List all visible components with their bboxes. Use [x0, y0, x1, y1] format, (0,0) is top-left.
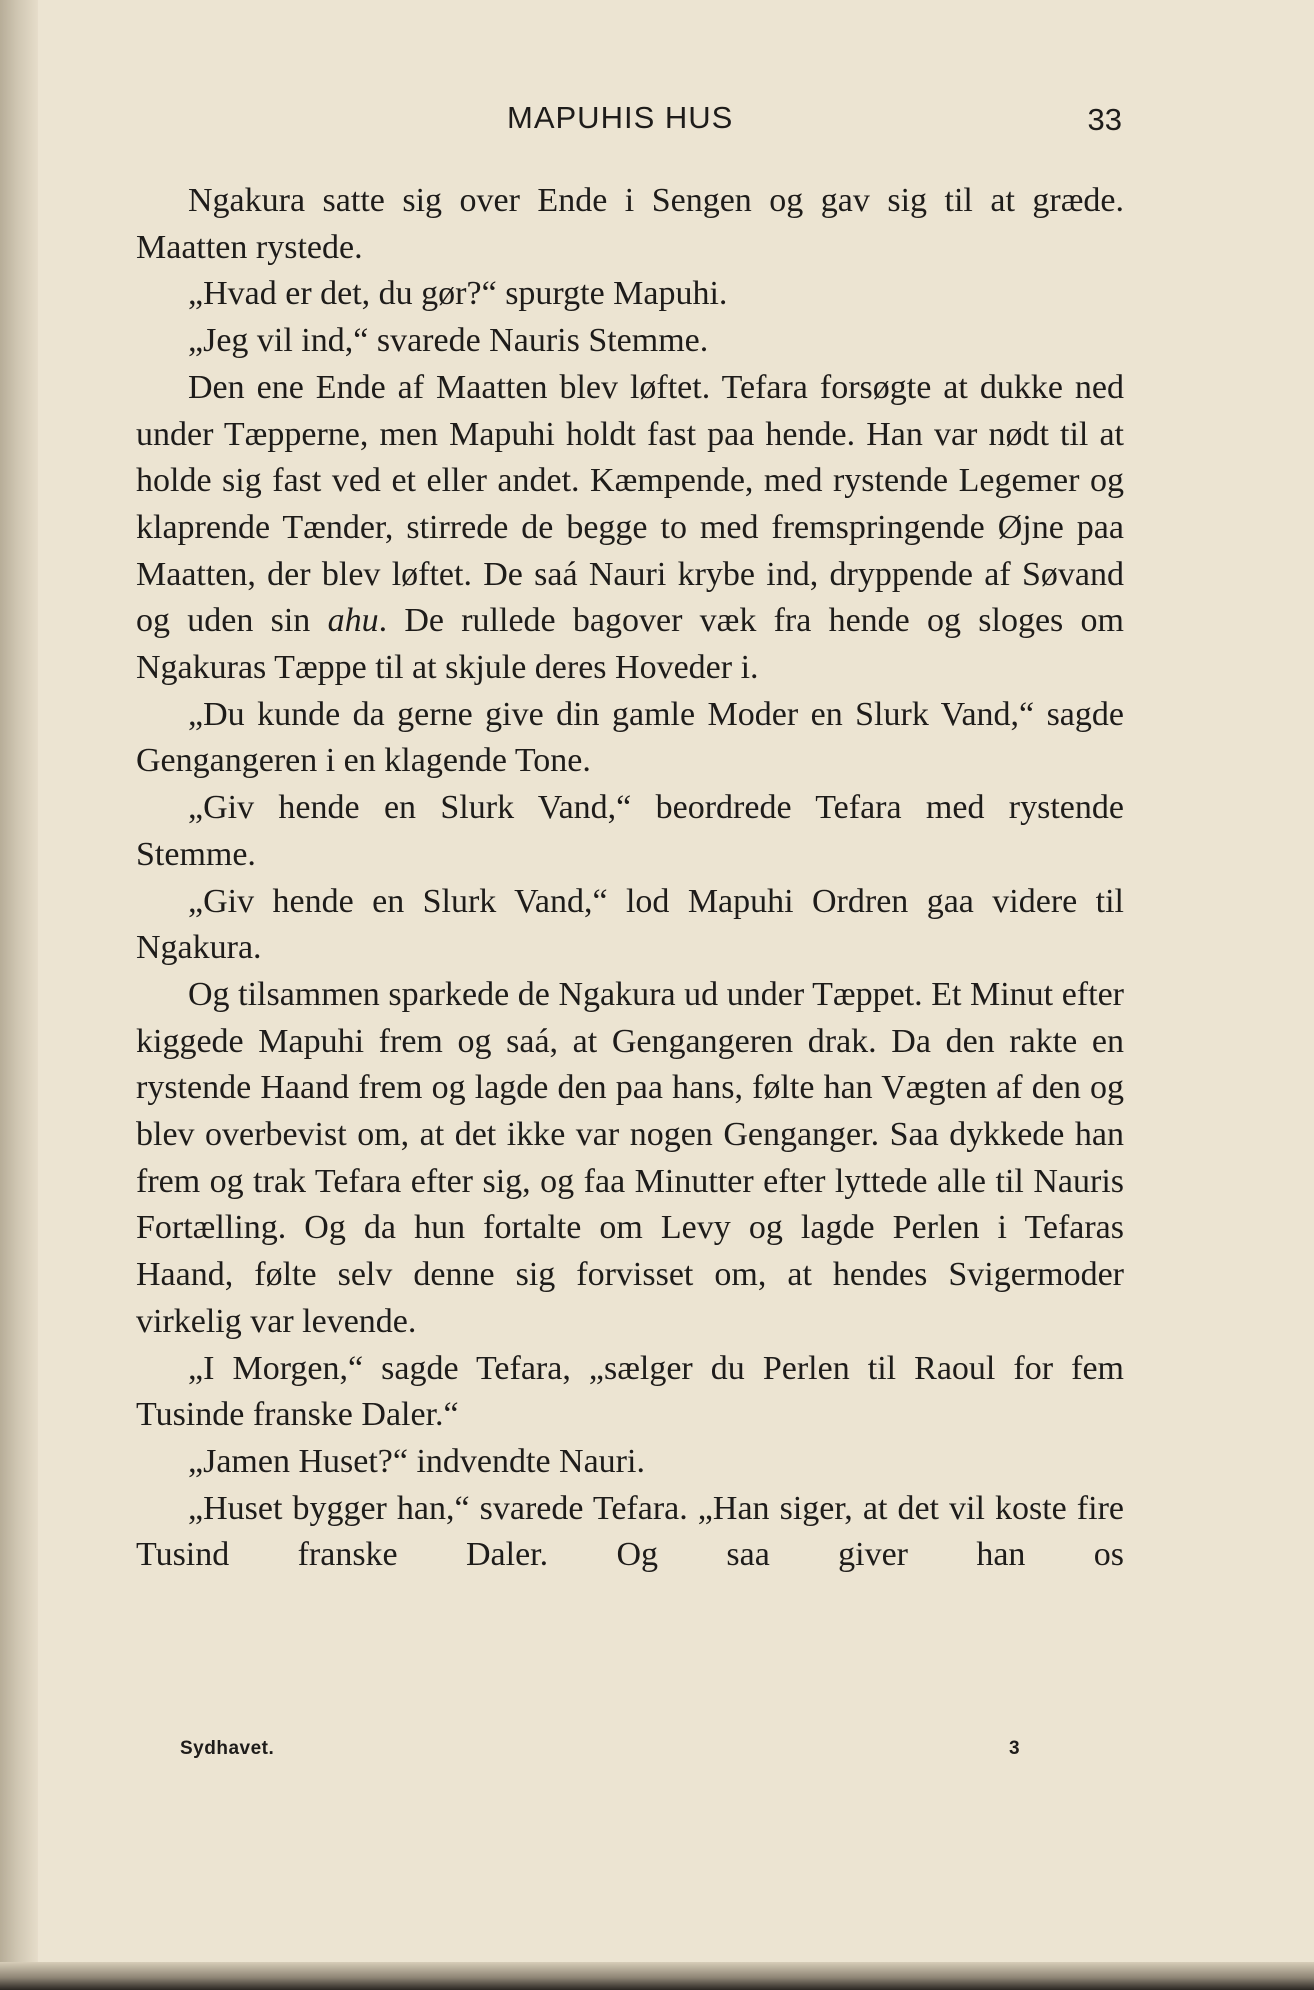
paragraph-text: „Giv hende en Slurk Vand,“ beordrede Tefara med rystende Stemme.: [136, 789, 1124, 873]
paragraph: [136, 1486, 1124, 1579]
paragraph-text-continued: . De rullede bagover væk fra hende og sloges om Ngakuras Tæppe til at skjule deres Hoveder i.: [136, 602, 1124, 687]
running-head: [0, 100, 1314, 140]
signature-number: 3: [1009, 1738, 1020, 1759]
paragraph-text: „Jeg vil ind,“ svarede Nauris Stemme.: [188, 322, 709, 360]
paragraph: [136, 1439, 1124, 1486]
paragraph: [136, 1346, 1124, 1439]
paragraph-text: „I Morgen,“ sagde Tefara, „sælger du Perlen til Raoul for fem Tusinde franske Daler.“: [136, 1349, 1124, 1434]
paragraph-text: „Du kunde da gerne give din gamle Moder en Slurk Vand,“ sagde Gengangeren i en klagende Tone.: [136, 695, 1124, 780]
paragraph-text: „Hvad er det, du gør?“ spurgte Mapuhi.: [188, 275, 728, 313]
paragraph: [136, 365, 1124, 692]
binding-gutter: [0, 0, 38, 1990]
italic-word: ahu: [327, 602, 379, 640]
paragraph: [136, 178, 1124, 271]
paragraph: [136, 879, 1124, 972]
signature-name: Sydhavet.: [180, 1738, 275, 1759]
body-text: [136, 178, 1124, 1579]
paragraph: [136, 972, 1124, 1346]
paragraph: [136, 692, 1124, 785]
paragraph-text: Den ene Ende af Maatten blev løftet. Tefara forsøgte at dukke ned under Tæpperne, men Mapuhi holdt fast paa hende. Han var nødt til at holde sig fast ved et eller andet. Kæmpende, med rystende Legemer og klaprende Tænder, stirrede de begge to med fremspringende Øjne paa Maatten, der blev løftet. De saá Nauri krybe ind, dryppende af Søvand og uden sin: [136, 368, 1124, 640]
page-bottom-shadow: [0, 1962, 1314, 1990]
signature-line: [0, 1738, 1314, 1768]
page-number: 33: [1087, 102, 1122, 137]
paragraph-text: Og tilsammen sparkede de Ngakura ud under Tæppet. Et Minut efter kiggede Mapuhi frem og saá, at Gengangeren drak. Da den rakte en rystende Haand frem og lagde den paa hans, følte han Vægten af den og blev overbevist om, at det ikke var nogen Genganger. Saa dykkede han frem og trak Tefara efter sig, og faa Minutter efter lyttede alle til Nauris Fortælling. Og da hun fortalte om Levy og lagde Perlen i Tefaras Haand, følte selv denne sig forvisset om, at hendes Svigermoder virkelig var levende.: [136, 975, 1124, 1340]
running-title: MAPUHIS HUS: [507, 100, 734, 135]
paragraph-text: „Jamen Huset?“ indvendte Nauri.: [188, 1442, 645, 1480]
paragraph-text: „Giv hende en Slurk Vand,“ lod Mapuhi Ordren gaa videre til Ngakura.: [136, 882, 1124, 967]
paragraph: [136, 271, 1124, 318]
paragraph-text: „Huset bygger han,“ svarede Tefara. „Han siger, at det vil koste fire Tusind franske Daler. Og saa giver han os: [136, 1489, 1124, 1574]
paragraph: [136, 785, 1124, 878]
paragraph: [136, 318, 1124, 365]
paragraph-text: Ngakura satte sig over Ende i Sengen og gav sig til at græde. Maatten rystede.: [136, 182, 1124, 266]
